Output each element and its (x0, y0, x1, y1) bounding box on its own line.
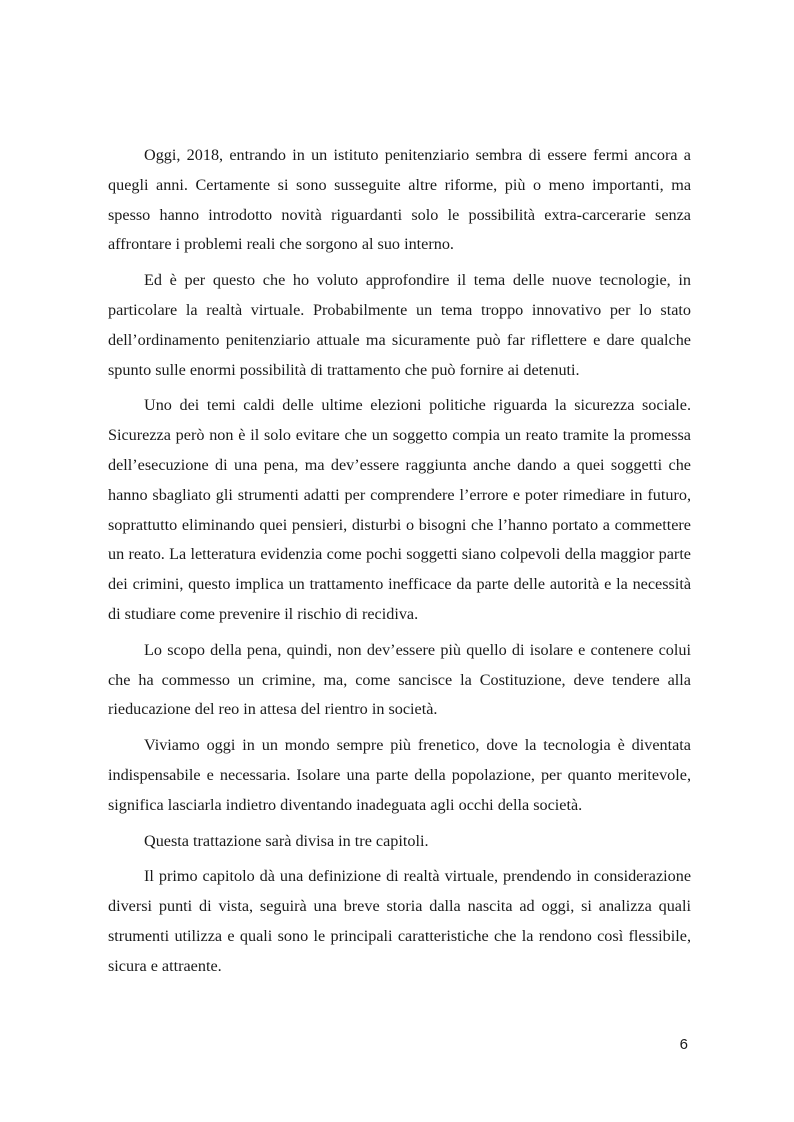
paragraph-4: Lo scopo della pena, quindi, non dev’essere più quello di isolare e contenere colui che ha commesso un crimine, ma, come sancisce la Costituzione, deve tendere alla rieducazione del reo in attesa del rientro in società. (108, 640, 691, 719)
paragraph-2: Ed è per questo che ho voluto approfondire il tema delle nuove tecnologie, in particolare la realtà virtuale. Probabilmente un tema troppo innovativo per lo stato dell’ordinamento penitenziario attuale ma sicuramente può far riflettere e dare qualche spunto sulle enormi possibilità di trattamento che può fornire ai detenuti. (108, 271, 691, 379)
paragraph-7: Il primo capitolo dà una definizione di realtà virtuale, prendendo in considerazione diversi punti di vista, seguirà una breve storia dalla nascita ad oggi, si analizza quali strumenti utilizza e quali sono le principali caratteristiche che la rendono così flessibile, sicura e attraente. (108, 867, 691, 975)
page-body (108, 141, 691, 988)
paragraph-1: Oggi, 2018, entrando in un istituto penitenziario sembra di essere fermi ancora a quegli anni. Certamente si sono susseguite altre riforme, più o meno importanti, ma spesso hanno introdotto novità riguardanti solo le possibilità extra-carcerarie senza affrontare i problemi reali che sorgono al suo interno. (108, 146, 691, 254)
paragraph-6: Questa trattazione sarà divisa in tre capitoli. (144, 831, 429, 850)
paragraph-3: Uno dei temi caldi delle ultime elezioni politiche riguarda la sicurezza sociale. Sicurezza però non è il solo evitare che un soggetto compia un reato tramite la promessa dell’esecuzione di una pena, ma dev’essere raggiunta anche dando a quei soggetti che hanno sbagliato gli strumenti adatti per comprendere l’errore e poter rimediare in futuro, soprattutto eliminando quei pensieri, disturbi o bisogni che l’hanno portato a commettere un reato. La letteratura evidenzia come pochi soggetti siano colpevoli della maggior parte dei crimini, questo implica un trattamento inefficace da parte delle autorità e la necessità di studiare come prevenire il rischio di recidiva. (108, 396, 691, 623)
page-number: 6 (679, 1036, 688, 1053)
paragraph-5: Viviamo oggi in un mondo sempre più frenetico, dove la tecnologia è diventata indispensabile e necessaria. Isolare una parte della popolazione, per quanto meritevole, significa lasciarla indietro diventando inadeguata agli occhi della società. (108, 736, 691, 814)
